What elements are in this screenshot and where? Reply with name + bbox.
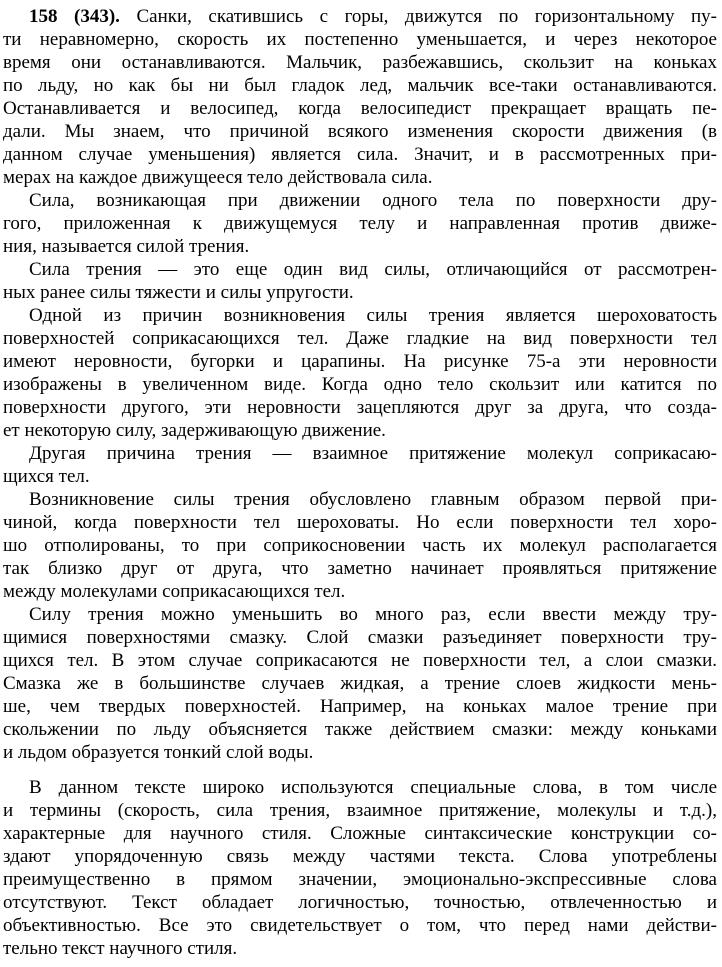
text-line: шо отполированы, то при соприкосновении часть их молекул располагается [3, 535, 717, 556]
paragraph [3, 258, 717, 304]
text-line: ше, чем твердых поверхностей. Например, на коньках малое трение при [3, 696, 717, 717]
text-line: здают упорядоченную связь между частями текста. Слова употреблены [3, 846, 717, 867]
text-line: отсутствуют. Текст обладает логичностью, точностью, отвлеченностью и [3, 892, 717, 913]
text-line: так близко друг от друга, что заметно начинает проявляться притяжение [3, 558, 717, 579]
paragraph [3, 776, 717, 960]
paragraph [3, 304, 717, 442]
paragraph [3, 603, 717, 764]
paragraph [3, 189, 717, 258]
text-line: ных ранее силы тяжести и силы упругости. [3, 282, 354, 303]
text-line: гого, приложенная к движущемуся телу и направленная против движе- [3, 213, 717, 234]
text-line: щимися поверхностями смазку. Слой смазки разъединяет поверхности тру- [3, 627, 717, 648]
paragraph [3, 5, 717, 189]
text-line: дали. Мы знаем, что причиной всякого изменения скорости движения (в [3, 121, 717, 142]
text-line: В данном тексте широко используются специальные слова, в том числе [29, 777, 717, 798]
text-line: изображены в увеличенном виде. Когда одно тело скользит или катится по [3, 374, 717, 395]
text-line: Другая причина трения — взаимное притяжение молекул соприкасаю- [29, 443, 717, 464]
text-line: характерные для научного стиля. Сложные синтаксические конструкции со- [3, 823, 717, 844]
text-line: время они останавливаются. Мальчик, разбежавшись, скользит на коньках [3, 52, 717, 73]
text-line: поверхностей соприкасающихся тел. Даже гладкие на вид поверхности тел [3, 328, 717, 349]
text-line: Сила, возникающая при движении одного тела по поверхности дру- [29, 190, 717, 211]
text-line [3, 5, 717, 28]
text-line: Возникновение силы трения обусловлено главным образом первой при- [29, 489, 717, 510]
text-line: поверхности другого, эти неровности зацепляются друг за друга, что созда- [3, 397, 717, 418]
paragraph [3, 488, 717, 603]
text-line: данном случае уменьшения) является сила. Значит, и в рассмотренных при- [3, 144, 717, 165]
text-line: Останавливается и велосипед, когда велосипедист прекращает вращать пе- [3, 98, 717, 119]
paragraph [3, 442, 717, 488]
text-line: ния, называется силой трения. [3, 236, 250, 257]
text-line: мерах на каждое движущееся тело действовала сила. [3, 167, 433, 188]
text-line: по льду, но как бы ни был гладок лед, мальчик все-таки останавливаются. [3, 75, 717, 96]
text-line: имеют неровности, бугорки и царапины. На рисунке 75-а эти неровности [3, 351, 717, 372]
text-line: Смазка же в большинстве случаев жидкая, а трение слоев жидкости мень- [3, 673, 717, 694]
text-line: и льдом образуется тонкий слой воды. [3, 742, 314, 763]
text-line: щихся тел. [3, 466, 90, 487]
text-line: ти неравномерно, скорость их постепенно уменьшается, и через некоторое [3, 29, 717, 50]
text-line: ет некоторую силу, задерживающую движение. [3, 420, 386, 441]
text-line: и термины (скорость, сила трения, взаимное притяжение, молекулы и т.д.), [3, 800, 717, 821]
text-line: чиной, когда поверхности тел шероховаты. Но если поверхности тел хоро- [3, 512, 717, 533]
text-line: объективностью. Все это свидетельствует о том, что перед нами действи- [3, 915, 717, 936]
text-line: Сила трения — это еще один вид силы, отличающийся от рассмотрен- [29, 259, 717, 280]
text-line: между молекулами соприкасающихся тел. [3, 581, 346, 602]
text-body [3, 5, 717, 960]
text-line: тельно текст научного стиля. [3, 938, 238, 959]
text-line-content: Санки, скатившись с горы, движутся по горизонтальному пу- [136, 6, 717, 27]
text-line: щихся тел. В этом случае соприкасаются не поверхности тел, а слои смазки. [3, 650, 717, 671]
text-line: Силу трения можно уменьшить во много раз, если ввести между тру- [29, 604, 717, 625]
exercise-number: 158 (343). [29, 6, 120, 27]
text-line: скольжении по льду объясняется также действием смазки: между коньками [3, 719, 717, 740]
text-line: Одной из причин возникновения силы трения является шероховатость [29, 305, 717, 326]
text-line: преимущественно в прямом значении, эмоционально-экспрессивные слова [3, 869, 717, 890]
